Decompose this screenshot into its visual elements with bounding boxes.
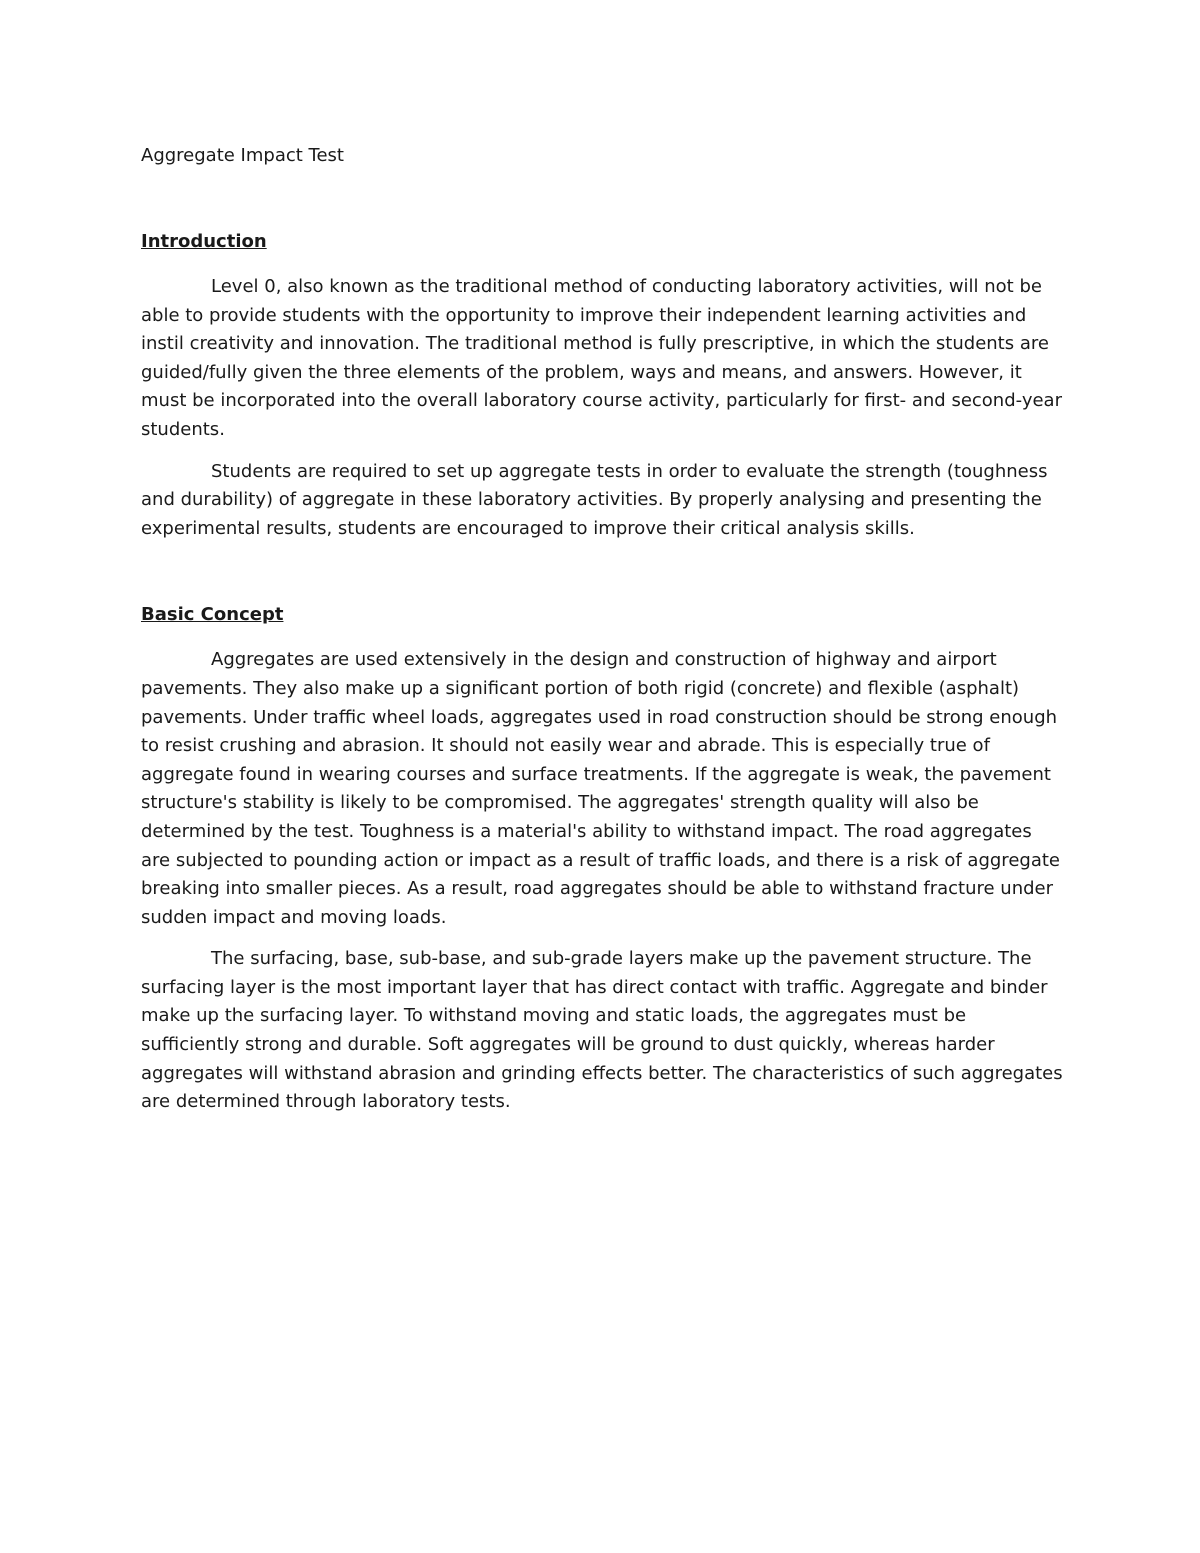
introduction-paragraph-1: Level 0, also known as the traditional method of conducting laboratory activities, will not be able to provide students with the opportunity to improve their independent learning activities and instil creativity and innovation. The traditional method is fully prescriptive, in which the students are guided/fully given the three elements of the problem, ways and means, and answers. However, it must be incorporated into the overall laboratory course activity, particularly for first- and second-year students. bbox=[141, 276, 1062, 440]
section-introduction bbox=[141, 228, 1063, 543]
section-heading-basic-concept: Basic Concept bbox=[141, 604, 284, 626]
section-basic-concept bbox=[141, 601, 1063, 1117]
introduction-paragraph-2: Students are required to set up aggregate tests in order to evaluate the strength (toughness and durability) of aggregate in these laboratory activities. By properly analysing and presenting the experimental results, students are encouraged to improve their critical analysis skills. bbox=[141, 460, 1048, 539]
document-title: Aggregate Impact Test bbox=[141, 145, 344, 166]
basic-concept-paragraph-2: The surfacing, base, sub-base, and sub-grade layers make up the pavement structure. The surfacing layer is the most important layer that has direct contact with traffic. Aggregate and binder make up the surfacing layer. To withstand moving and static loads, the aggregates must be sufficiently strong and durable. Soft aggregates will be ground to dust quickly, whereas harder aggregates will withstand abrasion and grinding effects better. The characteristics of such aggregates are determined through laboratory tests. bbox=[141, 948, 1063, 1113]
document-body bbox=[141, 142, 1063, 1117]
section-heading-introduction: Introduction bbox=[141, 231, 267, 252]
basic-concept-paragraph-1: Aggregates are used extensively in the design and construction of highway and airport pavements. They also make up a significant portion of both rigid (concrete) and flexible (asphalt) pavements. Under traffic wheel loads, aggregates used in road construction should be strong enough to resist crushing and abrasion. It should not easily wear and abrade. This is especially true of aggregate found in wearing courses and surface treatments. If the aggregate is weak, the pavement structure's stability is likely to be compromised. The aggregates' strength quality will also be determined by the test. Toughness is a material's ability to withstand impact. The road aggregates are subjected to pounding action or impact as a result of traffic loads, and there is a risk of aggregate breaking into smaller pieces. As a result, road aggregates should be able to withstand fracture under sudden impact and moving loads. bbox=[141, 649, 1060, 928]
